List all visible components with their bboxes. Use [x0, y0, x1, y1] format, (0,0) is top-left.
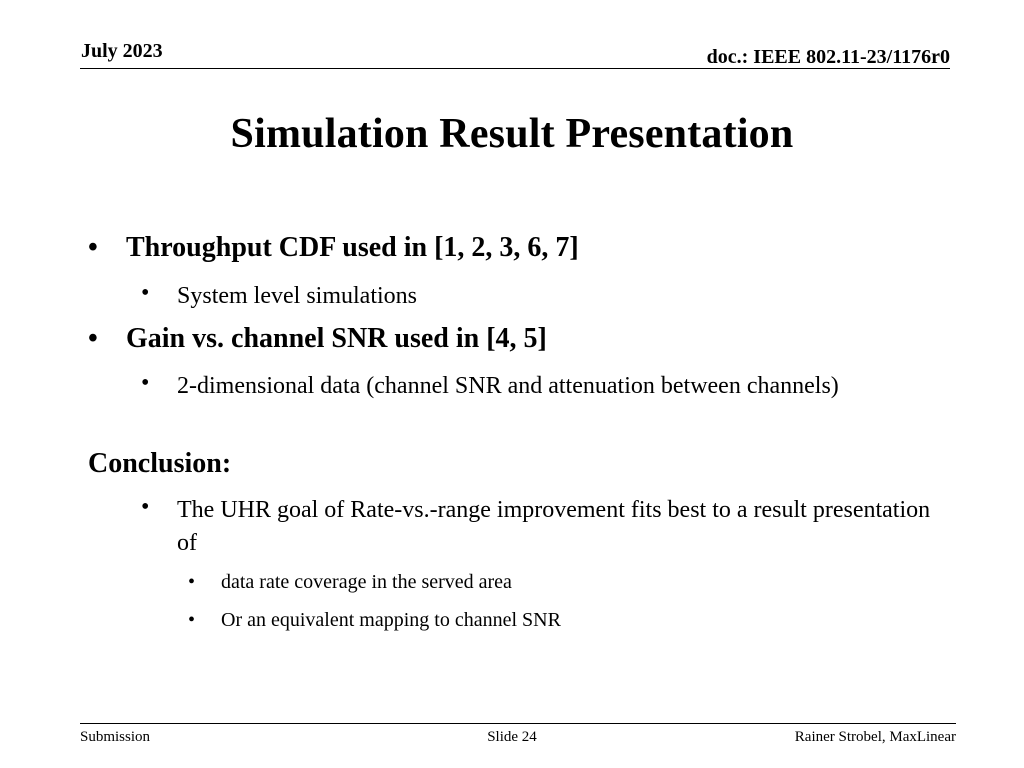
slide-title: Simulation Result Presentation	[230, 111, 794, 157]
bullet-marker: •	[88, 323, 98, 354]
header-doc-id: doc.: IEEE 802.11-23/1176r0	[706, 46, 950, 68]
footer-author: Rainer Strobel, MaxLinear	[794, 729, 956, 745]
sub-bullet-text: 2-dimensional data (channel SNR and attenuation between channels)	[177, 373, 839, 399]
bullet-text: Gain vs. channel SNR used in [4, 5]	[126, 323, 547, 354]
conclusion-heading: Conclusion:	[88, 448, 232, 479]
sub-bullet-text: System level simulations	[177, 283, 417, 309]
bullet-text: Throughput CDF used in [1, 2, 3, 6, 7]	[126, 232, 579, 263]
footer-divider	[80, 723, 956, 724]
bullet-marker: •	[188, 609, 196, 631]
bullet-marker: •	[88, 232, 98, 263]
bullet-marker: •	[141, 370, 150, 396]
bullet-marker: •	[141, 280, 150, 306]
header-date: July 2023	[81, 40, 163, 62]
conclusion-sub-text: data rate coverage in the served area	[221, 571, 512, 593]
bullet-marker: •	[141, 494, 150, 520]
bullet-marker: •	[188, 571, 196, 593]
conclusion-sub-text: Or an equivalent mapping to channel SNR	[221, 609, 561, 631]
footer-slide-number: Slide 24	[487, 729, 537, 745]
conclusion-item-text: The UHR goal of Rate-vs.-range improvement fits best to a result presentation of	[177, 497, 931, 556]
footer-submission: Submission	[80, 729, 151, 745]
